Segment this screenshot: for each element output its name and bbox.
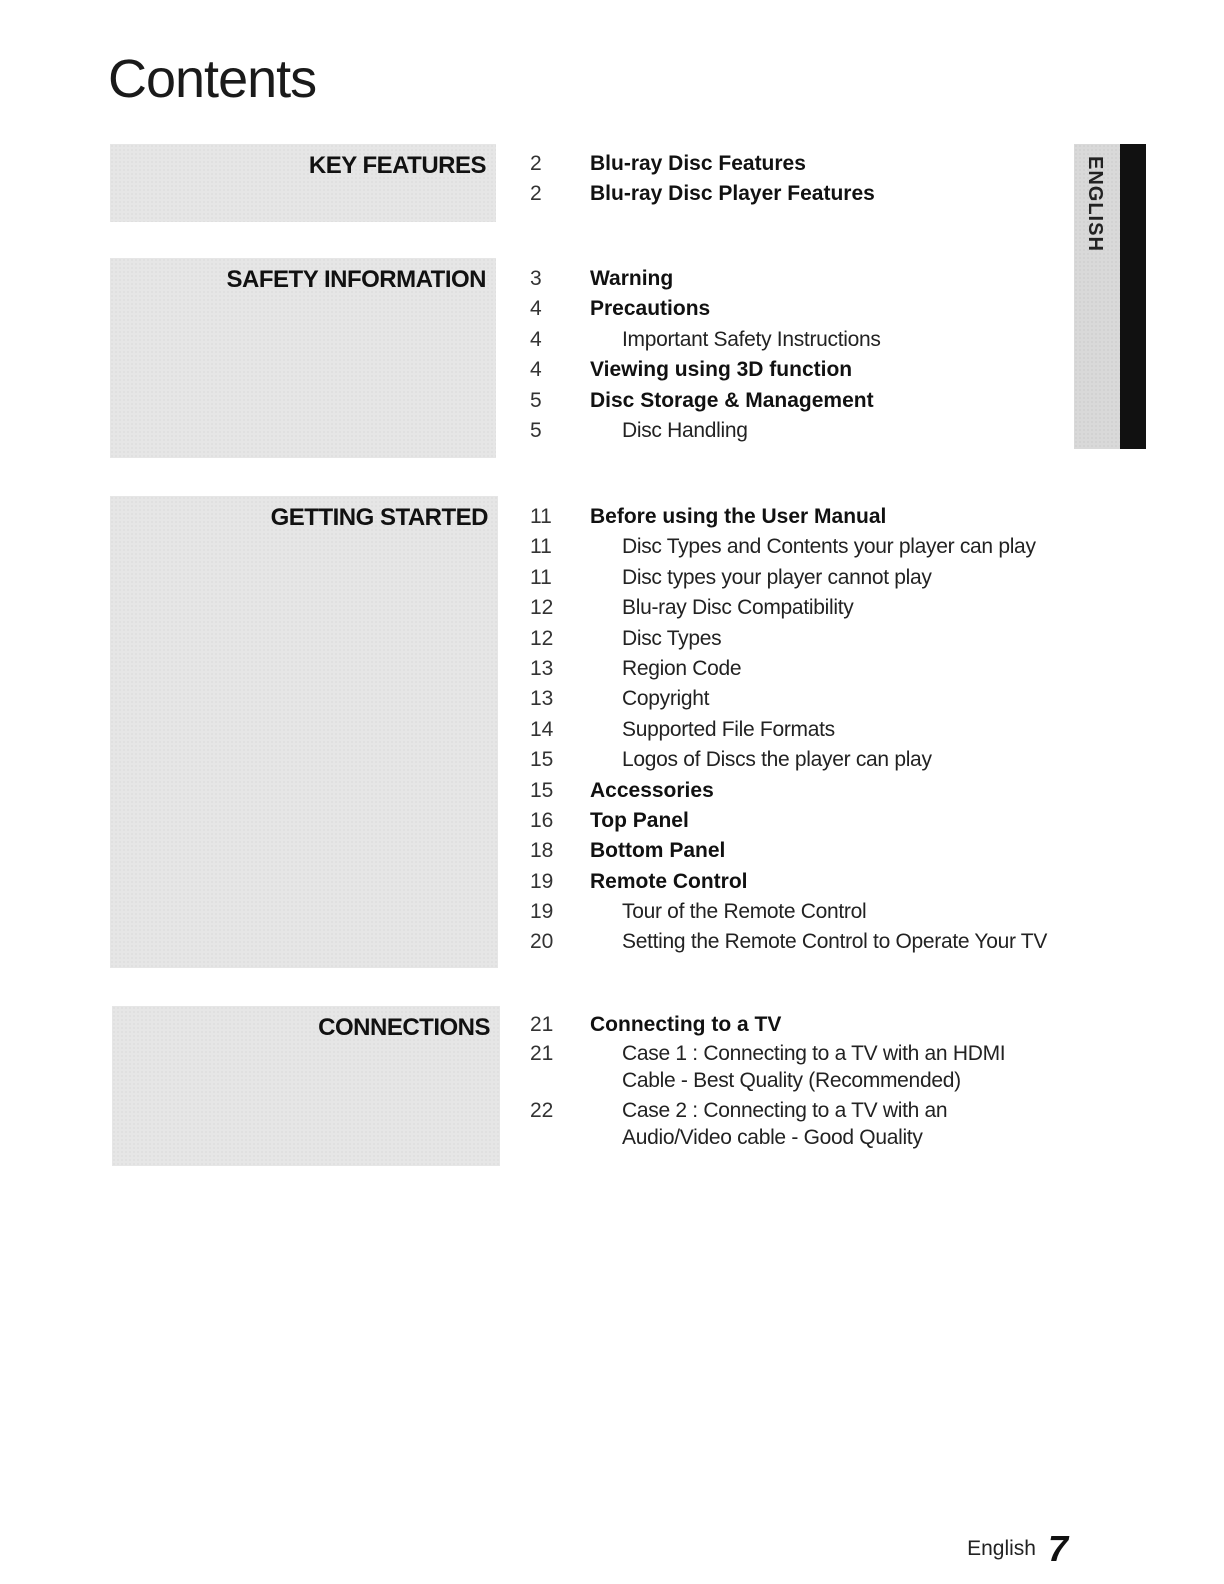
toc-entry-text: Supported File Formats: [622, 717, 835, 741]
section-title: SAFETY INFORMATION: [226, 266, 486, 293]
toc-entry[interactable]: [530, 563, 1060, 593]
toc-entry-text: Before using the User Manual: [590, 505, 887, 528]
toc-list-key-features: [530, 149, 1060, 210]
section-title: CONNECTIONS: [318, 1014, 490, 1041]
page-title: Contents: [108, 49, 317, 109]
toc-entry-text: Blu-ray Disc Player Features: [590, 182, 875, 206]
toc-page-number: 15: [530, 748, 554, 772]
section-key-features: [110, 144, 496, 222]
toc-entry-text: Warning: [590, 267, 674, 290]
footer-language: English: [967, 1537, 1036, 1560]
section-connections: [112, 1006, 500, 1166]
footer-page-number: 7: [1047, 1528, 1068, 1569]
toc-list-connections: [530, 1010, 1060, 1154]
toc-entry[interactable]: [530, 684, 1060, 714]
toc-entry[interactable]: [530, 416, 1060, 446]
toc-entry[interactable]: [530, 897, 1060, 927]
toc-entry-text: Setting the Remote Control to Operate Your TV: [622, 930, 1048, 954]
toc-page-number: 5: [530, 388, 542, 412]
section-safety-information: [110, 258, 496, 458]
toc-entry[interactable]: [530, 593, 1060, 623]
toc-page-number: 5: [530, 418, 542, 442]
toc-entry[interactable]: [530, 806, 1060, 836]
section-getting-started: [110, 496, 498, 968]
toc-page-number: 12: [530, 596, 554, 620]
toc-entry[interactable]: [530, 294, 1060, 324]
toc-page-number: 21: [530, 1042, 554, 1066]
toc-page-number: 21: [530, 1013, 554, 1036]
toc-entry[interactable]: [530, 927, 1060, 957]
toc-page-number: 11: [530, 535, 552, 559]
toc-entry-text: Bottom Panel: [590, 839, 726, 863]
toc-page-number: 19: [530, 869, 554, 893]
toc-entry-text: Disc Types and Contents your player can play: [622, 535, 1036, 559]
toc-entry-text: Region Code: [622, 656, 742, 680]
toc-entry-text: Blu-ray Disc Compatibility: [622, 596, 854, 620]
side-tab-label: ENGLISH: [1084, 156, 1106, 252]
language-side-tab: [1074, 144, 1146, 449]
toc-entry[interactable]: [530, 325, 1060, 355]
side-tab-bar: [1120, 144, 1146, 449]
toc-entry[interactable]: [530, 745, 1060, 775]
toc-entry[interactable]: [530, 654, 1060, 684]
toc-entry-text: Top Panel: [590, 808, 689, 832]
toc-page-number: 4: [530, 297, 542, 321]
toc-page-number: 11: [530, 565, 552, 589]
page-footer: [967, 1528, 1068, 1570]
toc-page-number: 16: [530, 808, 554, 832]
toc-entry[interactable]: [530, 1040, 1060, 1097]
toc-entry-text: Remote Control: [590, 869, 748, 893]
toc-entry-text: Accessories: [590, 778, 714, 802]
toc-page-number: 15: [530, 778, 554, 802]
section-title: KEY FEATURES: [308, 152, 486, 179]
toc-entry-text: Disc types your player cannot play: [622, 565, 932, 589]
toc-entry[interactable]: [530, 502, 1060, 532]
toc-entry-text: Blu-ray Disc Features: [590, 152, 806, 175]
toc-entry-text: Disc Handling: [622, 418, 748, 442]
toc-page-number: 19: [530, 900, 554, 924]
toc-list-getting-started: [530, 502, 1060, 958]
toc-entry[interactable]: [530, 715, 1060, 745]
toc-entry-text: Copyright: [622, 687, 710, 711]
toc-page-number: 18: [530, 839, 554, 863]
toc-page-number: 13: [530, 656, 554, 680]
toc-page-number: 22: [530, 1099, 554, 1123]
toc-page-number: 13: [530, 687, 554, 711]
section-title: GETTING STARTED: [270, 504, 488, 531]
toc-entry-text: Case 1 : Connecting to a TV with an HDMI Cable - Best Quality (Recommended): [622, 1042, 1006, 1093]
toc-entry[interactable]: [530, 386, 1060, 416]
toc-entry[interactable]: [530, 264, 1060, 294]
toc-entry[interactable]: [530, 532, 1060, 562]
toc-page-number: 2: [530, 152, 542, 175]
toc-page-number: 11: [530, 505, 552, 528]
toc-entry-text: Disc Types: [622, 626, 722, 650]
toc-entry[interactable]: [530, 867, 1060, 897]
toc-entry-text: Logos of Discs the player can play: [622, 748, 932, 772]
toc-page-number: 4: [530, 358, 542, 382]
toc-entry-text: Case 2 : Connecting to a TV with an Audio/Video cable - Good Quality: [622, 1099, 948, 1150]
toc-entry-text: Viewing using 3D function: [590, 358, 853, 382]
toc-list-safety-information: [530, 264, 1060, 446]
toc-page-number: 4: [530, 327, 542, 351]
toc-entry-text: Precautions: [590, 297, 711, 321]
toc-entry-text: Important Safety Instructions: [622, 327, 881, 351]
toc-entry-text: Tour of the Remote Control: [622, 900, 867, 924]
toc-entry[interactable]: [530, 149, 1060, 179]
toc-entry-text: Connecting to a TV: [590, 1013, 782, 1036]
toc-page-number: 2: [530, 182, 542, 206]
toc-entry[interactable]: [530, 1010, 1060, 1040]
toc-entry[interactable]: [530, 355, 1060, 385]
toc-entry[interactable]: [530, 1097, 1060, 1154]
toc-entry[interactable]: [530, 624, 1060, 654]
toc-entry[interactable]: [530, 179, 1060, 209]
toc-page-number: 3: [530, 267, 542, 290]
toc-page-number: 20: [530, 930, 554, 954]
toc-entry-text: Disc Storage & Management: [590, 388, 874, 412]
toc-page-number: 12: [530, 626, 554, 650]
toc-entry[interactable]: [530, 836, 1060, 866]
toc-page-number: 14: [530, 717, 554, 741]
toc-entry[interactable]: [530, 776, 1060, 806]
